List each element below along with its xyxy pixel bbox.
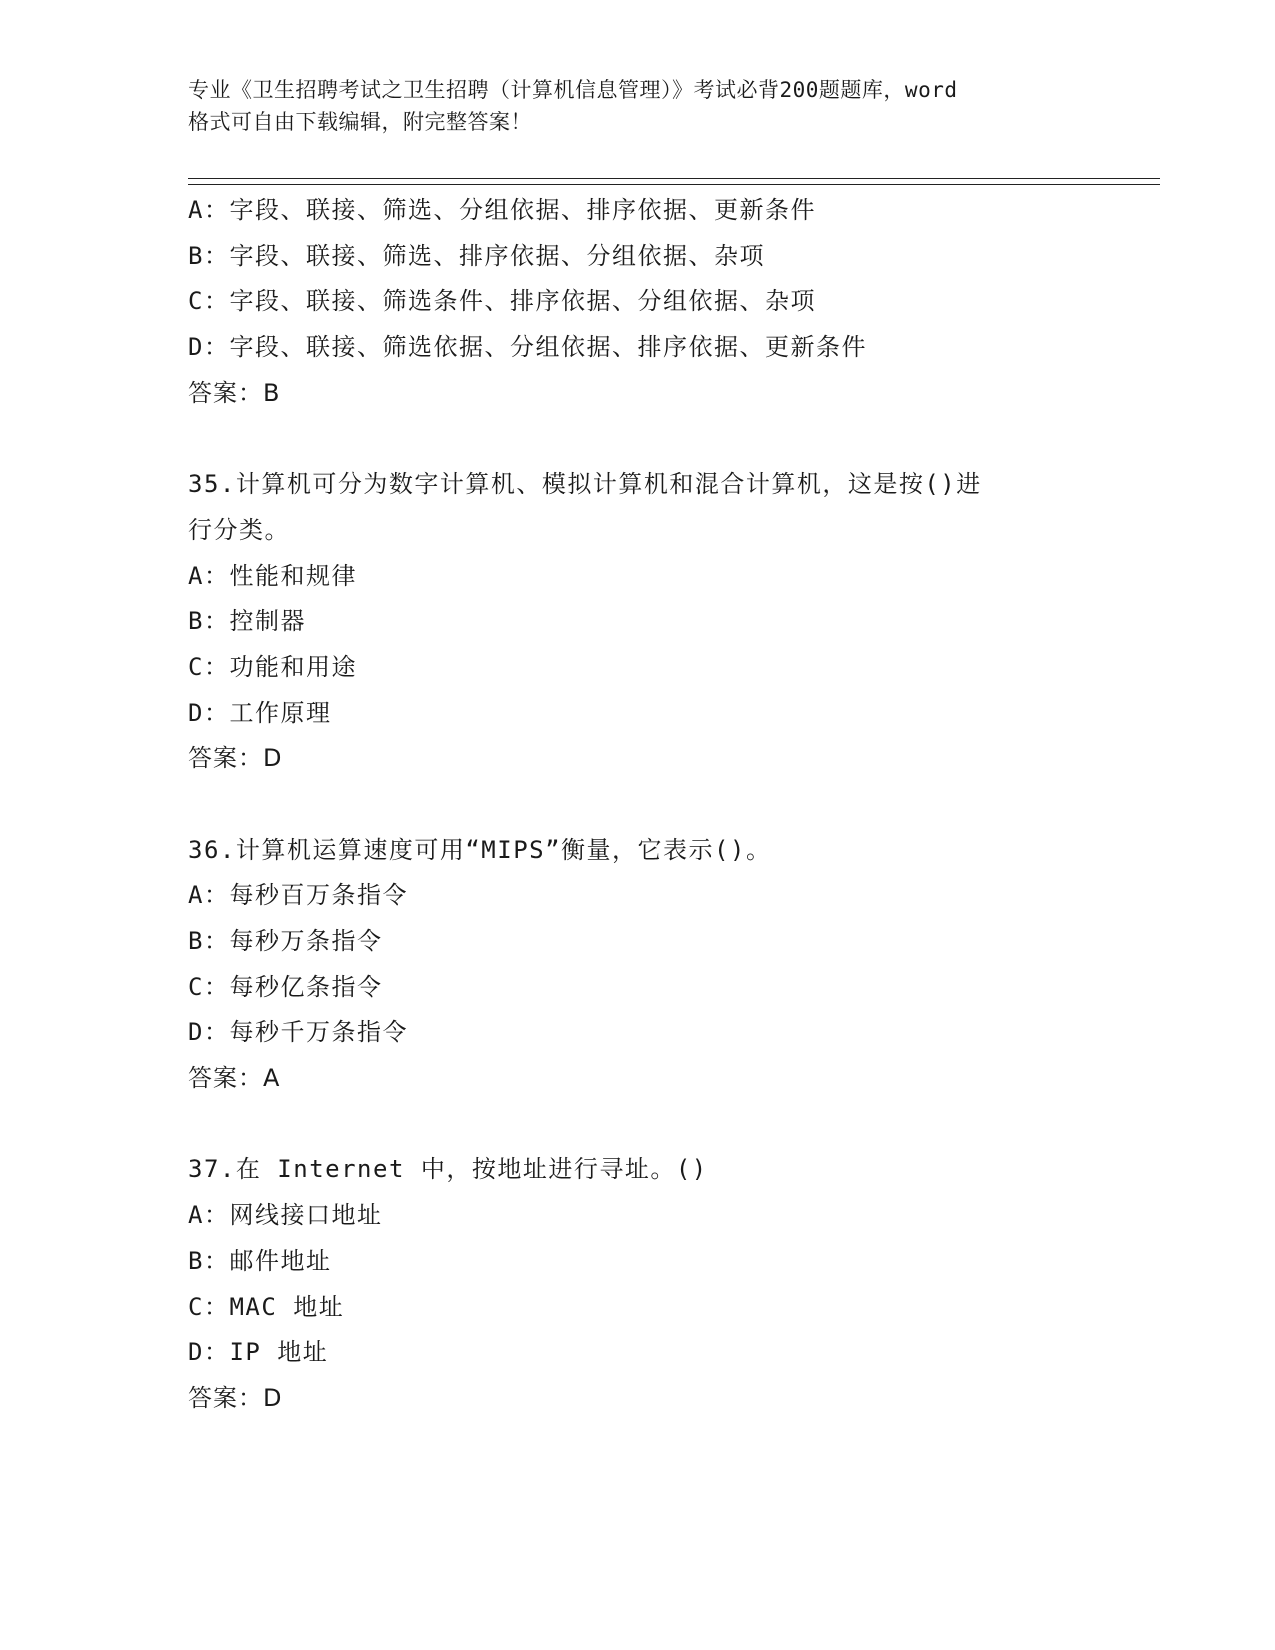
document-header bbox=[188, 74, 1088, 138]
question-list bbox=[188, 188, 1088, 1422]
option-d: D：字段、联接、筛选依据、分组依据、排序依据、更新条件 bbox=[188, 333, 867, 362]
option-b: B：每秒万条指令 bbox=[188, 927, 383, 955]
header-divider-bottom bbox=[188, 184, 1160, 185]
option-c: C：字段、联接、筛选条件、排序依据、分组依据、杂项 bbox=[188, 287, 816, 316]
option-b: B：字段、联接、筛选、排序依据、分组依据、杂项 bbox=[188, 241, 765, 270]
option-d: D：工作原理 bbox=[188, 698, 332, 727]
question-text: 36.计算机运算速度可用“MIPS”衡量，它表示()。 bbox=[188, 835, 772, 864]
question-text: 37.在 Internet 中，按地址进行寻址。() bbox=[188, 1155, 708, 1184]
option-d: D：每秒千万条指令 bbox=[188, 1018, 408, 1047]
question-36 bbox=[188, 828, 1088, 1102]
option-a: A：性能和规律 bbox=[188, 561, 357, 590]
option-c: C：功能和用途 bbox=[188, 652, 357, 681]
question-34 bbox=[188, 188, 1088, 416]
header-divider-top bbox=[188, 178, 1160, 179]
option-a: A：网线接口地址 bbox=[188, 1201, 383, 1230]
option-c: C：MAC 地址 bbox=[188, 1292, 345, 1321]
option-c: C：每秒亿条指令 bbox=[188, 972, 383, 1001]
spacer bbox=[188, 416, 1088, 462]
question-37 bbox=[188, 1147, 1088, 1421]
header-line-1: 专业《卫生招聘考试之卫生招聘（计算机信息管理）》考试必背200题题库，word bbox=[188, 78, 958, 102]
header-line-2: 格式可自由下载编辑，附完整答案！ bbox=[188, 110, 532, 134]
answer: 答案：D bbox=[188, 1383, 283, 1412]
option-d: D：IP 地址 bbox=[188, 1338, 329, 1367]
answer: 答案：A bbox=[188, 1064, 281, 1093]
option-b: B：控制器 bbox=[188, 607, 306, 636]
option-a: A：每秒百万条指令 bbox=[188, 881, 408, 910]
question-35 bbox=[188, 462, 1088, 782]
option-a: A：字段、联接、筛选、分组依据、排序依据、更新条件 bbox=[188, 196, 816, 224]
spacer bbox=[188, 782, 1088, 828]
answer: 答案：B bbox=[188, 378, 281, 407]
question-text-line-2: 行分类。 bbox=[188, 515, 290, 544]
question-text-line-1: 35.计算机可分为数字计算机、模拟计算机和混合计算机，这是按()进 bbox=[188, 470, 982, 499]
spacer bbox=[188, 1102, 1088, 1148]
answer: 答案：D bbox=[188, 744, 283, 773]
option-b: B：邮件地址 bbox=[188, 1246, 332, 1275]
